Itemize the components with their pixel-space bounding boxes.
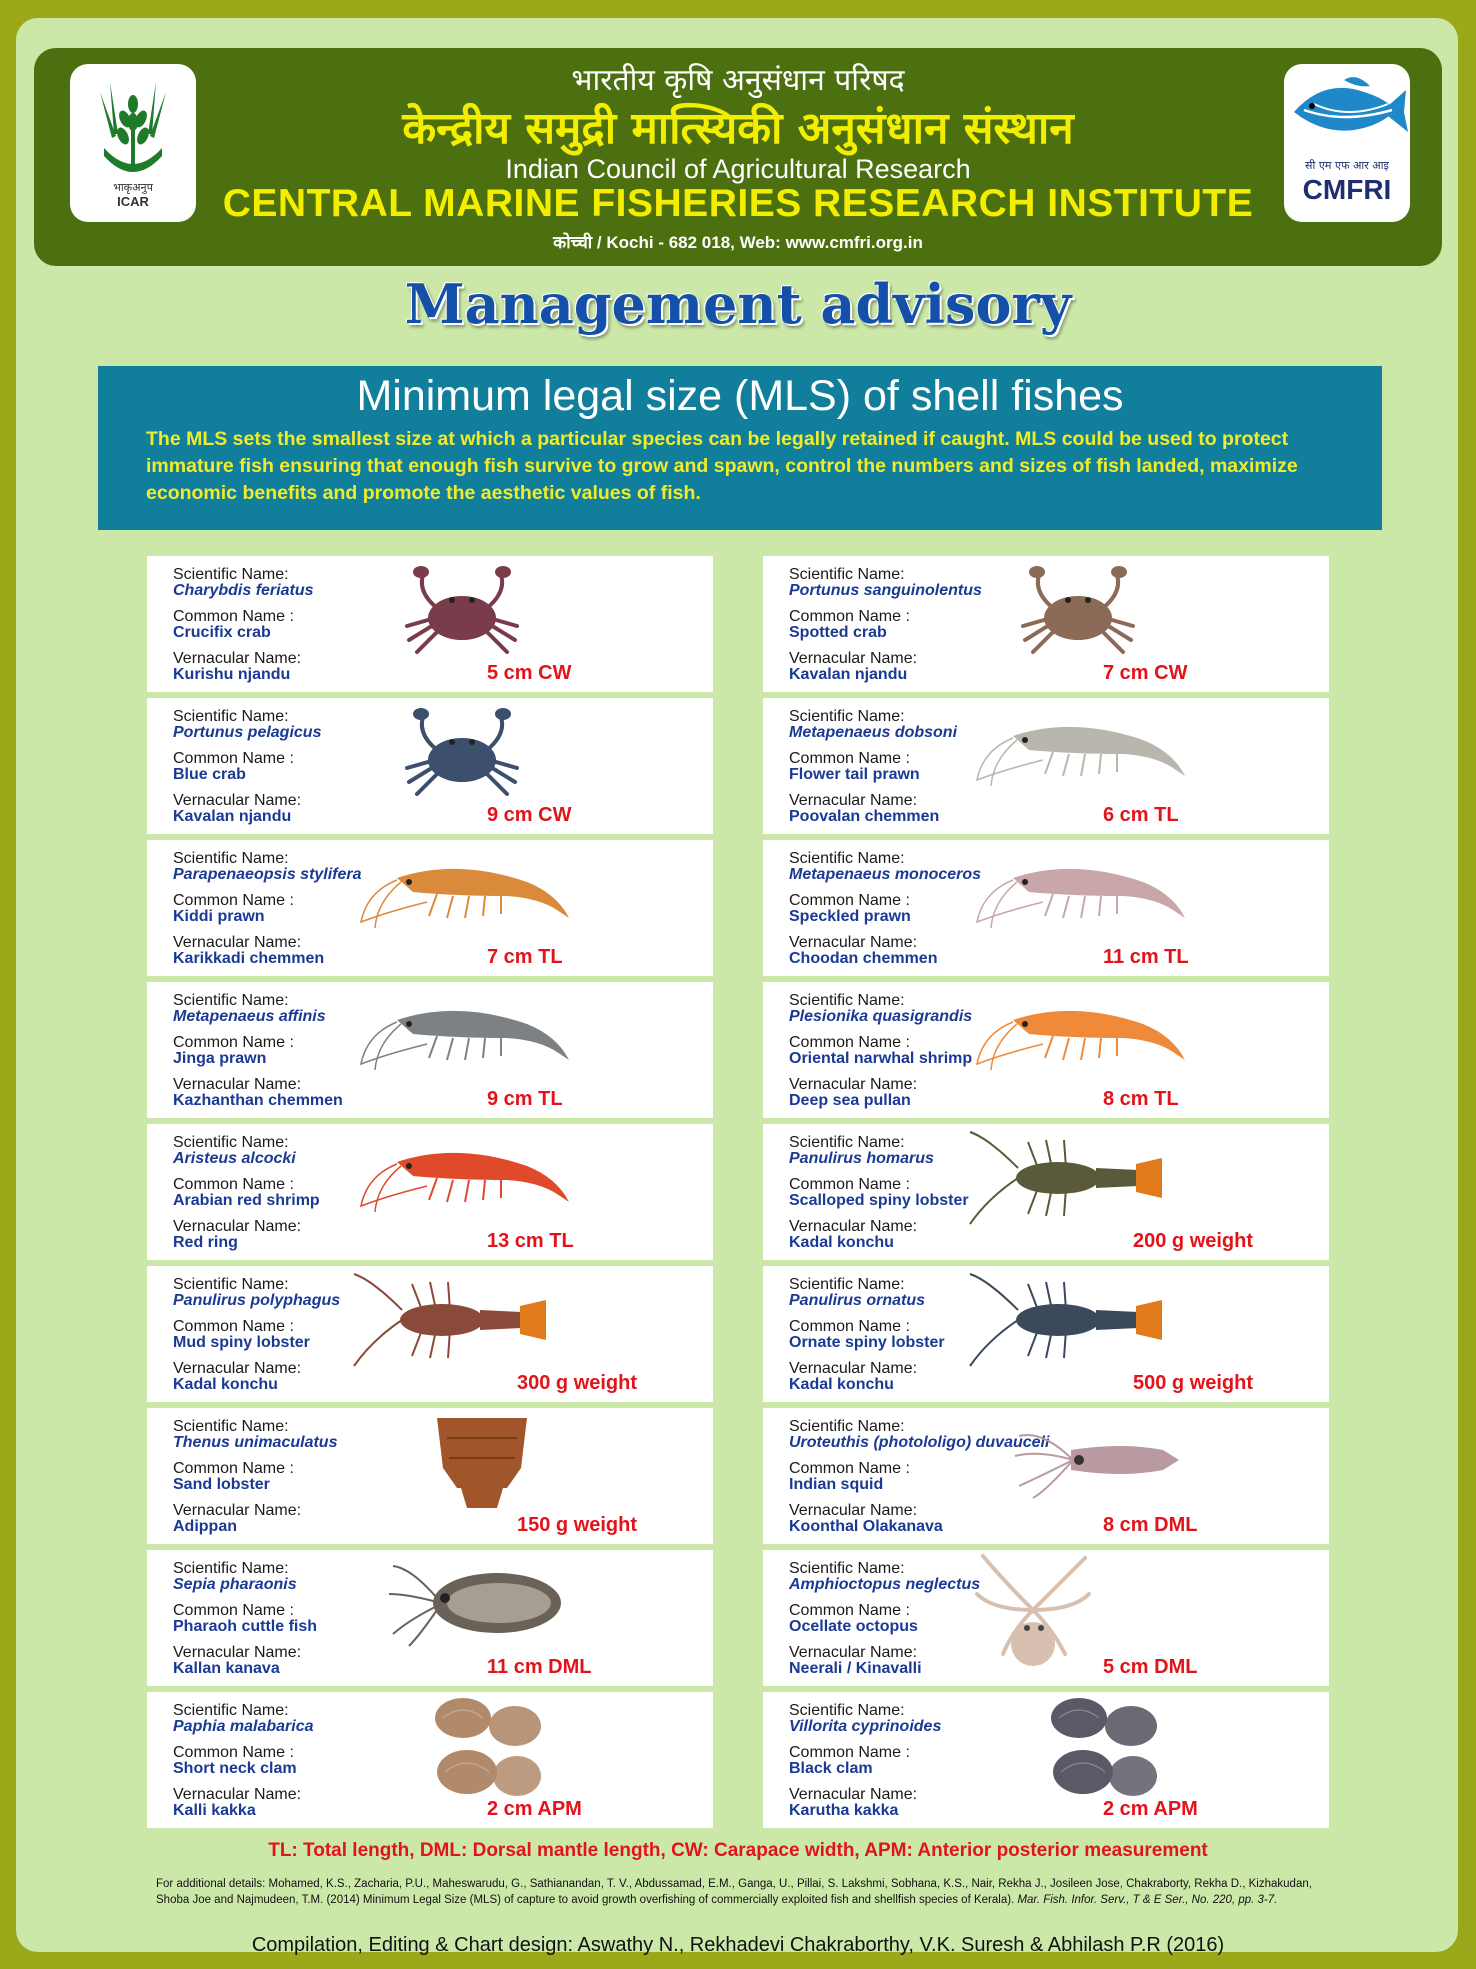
- mls-size: 11 cm DML: [487, 1656, 592, 1678]
- scientific-label: Scientific Name:: [173, 992, 289, 1009]
- common-label: Common Name :: [173, 750, 294, 767]
- sand-lobster-icon: [417, 1408, 547, 1523]
- scientific-name: Metapenaeus dobsoni: [789, 724, 958, 741]
- lobster-icon: [968, 1270, 1168, 1375]
- mls-size: 5 cm DML: [1103, 1656, 1198, 1678]
- common-name: Blue crab: [173, 766, 246, 783]
- scientific-label: Scientific Name:: [789, 850, 905, 867]
- mls-size: 9 cm CW: [487, 804, 572, 826]
- common-name: Jinga prawn: [173, 1050, 267, 1067]
- common-label: Common Name :: [789, 750, 910, 767]
- scientific-label: Scientific Name:: [173, 1560, 289, 1577]
- scientific-name: Plesionika quasigrandis: [789, 1008, 973, 1025]
- scientific-label: Scientific Name:: [173, 850, 289, 867]
- common-label: Common Name :: [173, 1744, 294, 1761]
- common-name: Speckled prawn: [789, 908, 911, 925]
- scientific-name: Paphia malabarica: [173, 1718, 314, 1735]
- mls-size: 13 cm TL: [487, 1230, 574, 1252]
- vernacular-name: Kurishu njandu: [173, 666, 291, 683]
- vernacular-name: Kadal konchu: [789, 1234, 894, 1251]
- hindi-council: भारतीय कृषि अनुसंधान परिषद: [571, 63, 905, 98]
- shrimp-icon: [973, 994, 1203, 1079]
- scientific-name: Metapenaeus monoceros: [789, 866, 982, 883]
- common-name: Flower tail prawn: [789, 766, 920, 783]
- species-card: [763, 1550, 1329, 1686]
- clam-icon: [427, 1692, 547, 1807]
- references: [156, 1876, 1328, 1908]
- common-label: Common Name :: [173, 1460, 294, 1477]
- common-name: Indian squid: [789, 1476, 884, 1493]
- species-card: [147, 698, 713, 834]
- scientific-label: Scientific Name:: [789, 1560, 905, 1577]
- vernacular-label: Vernacular Name:: [789, 934, 918, 951]
- mls-size: 9 cm TL: [487, 1088, 563, 1110]
- mls-size: 2 cm APM: [1103, 1798, 1198, 1820]
- prawn-icon: [357, 852, 587, 937]
- vernacular-label: Vernacular Name:: [173, 792, 302, 809]
- advisory-title: Management advisory: [404, 272, 1072, 336]
- scientific-name: Portunus pelagicus: [173, 724, 322, 741]
- vernacular-label: Vernacular Name:: [789, 792, 918, 809]
- vernacular-name: Kavalan njandu: [789, 666, 908, 683]
- vernacular-label: Vernacular Name:: [173, 934, 302, 951]
- species-card: [147, 1692, 713, 1828]
- abbreviation-legend: TL: Total length, DML: Dorsal mantle length, CW: Carapace width, APM: Anterior posterior measurement: [268, 1840, 1208, 1861]
- scientific-name: Aristeus alcocki: [173, 1150, 296, 1167]
- mls-title: Minimum legal size (MLS) of shell fishes: [356, 372, 1124, 420]
- prawn-icon: [357, 994, 587, 1079]
- species-card: [763, 1408, 1329, 1544]
- mls-size: 300 g weight: [517, 1372, 638, 1394]
- institute-name: CENTRAL MARINE FISHERIES RESEARCH INSTITUTE: [222, 182, 1254, 225]
- common-label: Common Name :: [789, 608, 910, 625]
- species-card: [763, 556, 1329, 692]
- common-name: Oriental narwhal shrimp: [789, 1050, 973, 1067]
- scientific-name: Panulirus ornatus: [789, 1292, 926, 1309]
- mls-size: 200 g weight: [1133, 1230, 1254, 1252]
- common-label: Common Name :: [173, 1176, 294, 1193]
- institute-header: [34, 48, 1442, 266]
- scientific-name: Villorita cyprinoides: [789, 1718, 942, 1735]
- mls-size: 2 cm APM: [487, 1798, 582, 1820]
- species-card: [763, 840, 1329, 976]
- scientific-name: Portunus sanguinolentus: [789, 582, 982, 599]
- species-card: [763, 982, 1329, 1118]
- species-card: [763, 1692, 1329, 1828]
- common-label: Common Name :: [789, 892, 910, 909]
- vernacular-label: Vernacular Name:: [789, 1360, 918, 1377]
- common-label: Common Name :: [789, 1460, 910, 1477]
- common-name: Short neck clam: [173, 1760, 297, 1777]
- lobster-icon: [352, 1270, 552, 1375]
- common-label: Common Name :: [173, 1034, 294, 1051]
- vernacular-name: Koonthal Olakanava: [789, 1518, 943, 1535]
- species-card: [147, 982, 713, 1118]
- cmfri-logo: [1284, 64, 1410, 222]
- prawn-icon: [973, 710, 1203, 795]
- scientific-name: Metapenaeus affinis: [173, 1008, 326, 1025]
- mls-description: The MLS sets the smallest size at which a particular species can be legally retained if caught. MLS could be used to protect immature fish ensuring that enough fish survive to grow and spawn, control the numbers and sizes of fish landed, maximize economic benefits and promote the aesthetic values of fish.: [146, 428, 1298, 504]
- mls-size: 11 cm TL: [1103, 946, 1189, 968]
- reference-journal: Mar. Fish. Infor. Serv., T & E Ser., No. 220, pp. 3-7.: [1017, 1894, 1278, 1906]
- common-name: Crucifix crab: [173, 624, 271, 641]
- mls-size: 500 g weight: [1133, 1372, 1254, 1394]
- icar-label: ICAR: [117, 194, 149, 209]
- vernacular-name: Karutha kakka: [789, 1802, 899, 1819]
- vernacular-name: Kadal konchu: [789, 1376, 894, 1393]
- crab-icon: [397, 560, 527, 665]
- common-name: Sand lobster: [173, 1476, 270, 1493]
- scientific-label: Scientific Name:: [789, 566, 905, 583]
- scientific-label: Scientific Name:: [173, 1702, 289, 1719]
- common-name: Kiddi prawn: [173, 908, 265, 925]
- mls-size: 6 cm TL: [1103, 804, 1179, 826]
- mls-size: 8 cm TL: [1103, 1088, 1179, 1110]
- scientific-name: Charybdis feriatus: [173, 582, 314, 599]
- scientific-label: Scientific Name:: [173, 1418, 289, 1435]
- vernacular-label: Vernacular Name:: [789, 1076, 918, 1093]
- species-card: [763, 1266, 1329, 1402]
- common-label: Common Name :: [173, 1318, 294, 1335]
- vernacular-name: Kallan kanava: [173, 1660, 280, 1677]
- vernacular-name: Kalli kakka: [173, 1802, 256, 1819]
- prawn-icon: [973, 852, 1203, 937]
- species-card: [147, 1124, 713, 1260]
- common-name: Pharaoh cuttle fish: [173, 1618, 318, 1635]
- common-label: Common Name :: [173, 1602, 294, 1619]
- common-label: Common Name :: [789, 1318, 910, 1335]
- species-card: [147, 1266, 713, 1402]
- squid-icon: [1013, 1420, 1183, 1505]
- common-label: Common Name :: [173, 892, 294, 909]
- vernacular-name: Poovalan chemmen: [789, 808, 940, 825]
- cmfri-hindi: सी एम एफ आर आइ: [1305, 159, 1389, 172]
- vernacular-name: Kavalan njandu: [173, 808, 292, 825]
- common-name: Ocellate octopus: [789, 1618, 918, 1635]
- scientific-label: Scientific Name:: [173, 1134, 289, 1151]
- shrimp-icon: [357, 1136, 587, 1221]
- common-name: Arabian red shrimp: [173, 1192, 320, 1209]
- hindi-institute: केन्द्रीय समुद्री मात्स्यिकी अनुसंधान संस्थान: [402, 103, 1074, 154]
- common-label: Common Name :: [789, 1602, 910, 1619]
- vernacular-name: Karikkadi chemmen: [173, 950, 325, 967]
- vernacular-name: Kazhanthan chemmen: [173, 1092, 343, 1109]
- species-card: [147, 556, 713, 692]
- common-name: Ornate spiny lobster: [789, 1334, 945, 1351]
- scientific-label: Scientific Name:: [789, 992, 905, 1009]
- species-card: [147, 840, 713, 976]
- vernacular-label: Vernacular Name:: [173, 1218, 302, 1235]
- vernacular-label: Vernacular Name:: [173, 1644, 302, 1661]
- mls-size: 150 g weight: [517, 1514, 638, 1536]
- scientific-label: Scientific Name:: [789, 1276, 905, 1293]
- reference-text: For additional details: Mohamed, K.S., Zacharia, P.U., Maheswarudu, G., Sathianandan, T. V., Abdussamad, E.M., Ganga, U., Pillai, S. Lakshmi, Sobhana, K.S., Nair, Rekha J., Josileen Jose, Chakraborty, Rekha D., Kizhakudan, Shoba Joe and Najmudeen, T.M. (2014) Minimum Legal Size (MLS) of capture to avoid growth overfishing of commercially exploited fish and shellfish species of Kerala).: [156, 1878, 1312, 1906]
- icar-hindi: भाकृअनुप: [113, 181, 153, 194]
- vernacular-label: Vernacular Name:: [789, 1786, 918, 1803]
- vernacular-label: Vernacular Name:: [173, 1502, 302, 1519]
- scientific-name: Uroteuthis (photololigo) duvauceli: [789, 1434, 1050, 1451]
- scientific-label: Scientific Name:: [789, 1702, 905, 1719]
- scientific-label: Scientific Name:: [173, 566, 289, 583]
- vernacular-name: Adippan: [173, 1518, 237, 1535]
- vernacular-name: Choodan chemmen: [789, 950, 938, 967]
- black-clam-icon: [1043, 1692, 1163, 1807]
- crab-icon: [397, 702, 527, 807]
- scientific-name: Thenus unimaculatus: [173, 1434, 338, 1451]
- vernacular-label: Vernacular Name:: [789, 1218, 918, 1235]
- mls-size: 7 cm CW: [1103, 662, 1188, 684]
- credits: Compilation, Editing & Chart design: Aswathy N., Rekhadevi Chakraborthy, V.K. Suresh & Abhilash P.R (2016): [251, 1934, 1225, 1956]
- common-label: Common Name :: [789, 1176, 910, 1193]
- scientific-name: Panulirus polyphagus: [173, 1292, 341, 1309]
- institute-address: कोच्ची / Kochi - 682 018, Web: www.cmfri.org.in: [553, 233, 923, 252]
- scientific-name: Panulirus homarus: [789, 1150, 934, 1167]
- common-label: Common Name :: [789, 1034, 910, 1051]
- species-card: [763, 1124, 1329, 1260]
- vernacular-name: Deep sea pullan: [789, 1092, 911, 1109]
- species-card: [147, 1408, 713, 1544]
- common-label: Common Name :: [789, 1744, 910, 1761]
- vernacular-label: Vernacular Name:: [789, 1502, 918, 1519]
- vernacular-name: Kadal konchu: [173, 1376, 278, 1393]
- common-name: Mud spiny lobster: [173, 1334, 310, 1351]
- common-label: Common Name :: [173, 608, 294, 625]
- vernacular-label: Vernacular Name:: [789, 650, 918, 667]
- vernacular-name: Neerali / Kinavalli: [789, 1660, 922, 1677]
- vernacular-label: Vernacular Name:: [173, 1360, 302, 1377]
- cuttlefish-icon: [387, 1558, 567, 1653]
- vernacular-name: Red ring: [173, 1234, 238, 1251]
- scientific-name: Amphioctopus neglectus: [789, 1576, 981, 1593]
- crab-icon: [1013, 560, 1143, 665]
- common-name: Scalloped spiny lobster: [789, 1192, 969, 1209]
- scientific-label: Scientific Name:: [789, 1418, 905, 1435]
- vernacular-label: Vernacular Name:: [173, 1786, 302, 1803]
- common-name: Black clam: [789, 1760, 873, 1777]
- council-name: Indian Council of Agricultural Research: [505, 154, 971, 184]
- scientific-label: Scientific Name:: [173, 1276, 289, 1293]
- mls-size: 5 cm CW: [487, 662, 572, 684]
- scientific-label: Scientific Name:: [789, 708, 905, 725]
- mls-size: 8 cm DML: [1103, 1514, 1198, 1536]
- vernacular-label: Vernacular Name:: [173, 650, 302, 667]
- cmfri-label: CMFRI: [1302, 174, 1392, 205]
- octopus-icon: [973, 1550, 1093, 1675]
- common-name: Spotted crab: [789, 624, 887, 641]
- scientific-label: Scientific Name:: [173, 708, 289, 725]
- vernacular-label: Vernacular Name:: [173, 1076, 302, 1093]
- species-card: [763, 698, 1329, 834]
- scientific-name: Parapenaeopsis stylifera: [173, 866, 362, 883]
- species-card: [147, 1550, 713, 1686]
- mls-size: 7 cm TL: [487, 946, 563, 968]
- lobster-icon: [968, 1128, 1168, 1233]
- scientific-name: Sepia pharaonis: [173, 1576, 297, 1593]
- mls-intro-box: [98, 366, 1382, 530]
- scientific-label: Scientific Name:: [789, 1134, 905, 1151]
- cmfri-fish-icon: [1284, 64, 1410, 154]
- vernacular-label: Vernacular Name:: [789, 1644, 918, 1661]
